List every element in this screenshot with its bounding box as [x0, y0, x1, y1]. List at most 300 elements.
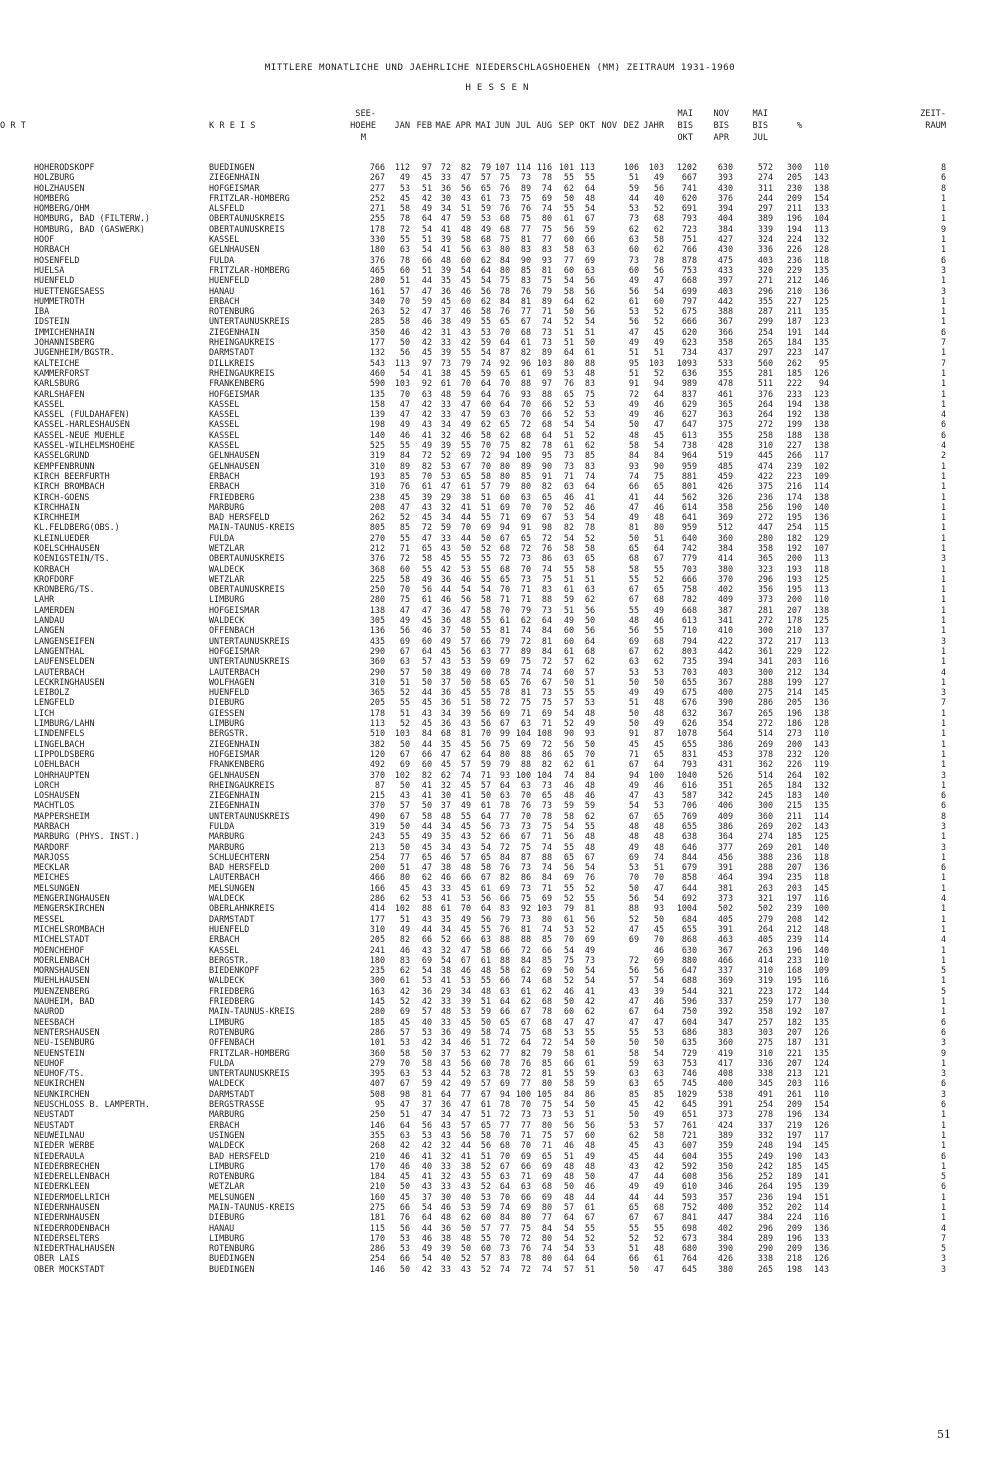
value-cell: 236	[786, 851, 802, 862]
value-cell: 290	[369, 666, 385, 677]
value-cell: 279	[369, 1057, 385, 1068]
value-cell: 128	[813, 244, 829, 255]
value-cell: 213	[786, 1068, 802, 1079]
value-cell: 63	[520, 718, 531, 729]
value-cell: 49	[460, 316, 471, 327]
value-cell: 51	[628, 697, 639, 708]
value-cell: 61	[499, 615, 510, 626]
value-cell: 145	[369, 996, 385, 1007]
value-cell: 80	[499, 748, 510, 759]
value-cell: 66	[499, 893, 510, 904]
col-kreis: K R E I S	[209, 121, 256, 131]
value-cell: 490	[369, 810, 385, 821]
value-cell: 37	[440, 306, 451, 317]
value-cell: 75	[520, 893, 531, 904]
value-cell: 50	[628, 718, 639, 729]
value-cell: 75	[541, 697, 552, 708]
value-cell: 49	[460, 666, 471, 677]
value-cell: 112	[394, 162, 410, 172]
ort-cell: MICHELSTADT	[34, 934, 90, 945]
value-cell: 69	[499, 1078, 510, 1089]
value-cell: 138	[813, 419, 829, 430]
value-cell: 71	[520, 584, 531, 595]
kreis-cell: KASSEL	[209, 944, 240, 955]
value-cell: 93	[628, 460, 639, 471]
value-cell: 38	[440, 367, 451, 378]
value-cell: 232	[786, 748, 802, 759]
value-cell: 49	[421, 203, 432, 214]
value-cell: 55	[584, 172, 595, 183]
value-cell: 73	[520, 172, 531, 183]
value-cell: 75	[653, 470, 664, 481]
value-cell: 52	[480, 1181, 491, 1192]
value-cell: 57	[399, 666, 410, 677]
value-cell: 34	[440, 841, 451, 852]
value-cell: 3	[940, 264, 946, 275]
value-cell: 370	[717, 573, 733, 584]
value-cell: 61	[563, 913, 574, 924]
value-cell: 56	[480, 738, 491, 749]
ort-cell: MENGERINGHAUSEN	[34, 893, 110, 904]
value-cell: 71	[520, 1171, 531, 1182]
value-cell: 57	[480, 481, 491, 492]
kreis-cell: ZIEGENHAIN	[209, 790, 260, 801]
value-cell: 64	[480, 378, 491, 389]
value-cell: 402	[717, 1222, 733, 1233]
kreis-cell: MELSUNGEN	[209, 1191, 255, 1202]
value-cell: 88	[499, 934, 510, 945]
value-cell: 6	[940, 1181, 946, 1192]
value-cell: 1	[940, 954, 946, 965]
value-cell: 54	[440, 954, 451, 965]
ort-cell: HOMBURG, BAD (GASWERK)	[34, 223, 145, 234]
value-cell: 70	[541, 501, 552, 512]
value-cell: 76	[520, 676, 531, 687]
value-cell: 64	[584, 182, 595, 193]
value-cell: 36	[440, 573, 451, 584]
value-cell: 64	[399, 1119, 410, 1130]
value-cell: 64	[541, 429, 552, 440]
value-cell: 310	[369, 676, 385, 687]
value-cell: 62	[584, 1006, 595, 1017]
value-cell: 630	[717, 162, 733, 172]
value-cell: 62	[653, 244, 664, 255]
value-cell: 88	[584, 357, 595, 368]
ort-cell: KASSEL-NEUE MUEHLE	[34, 429, 125, 440]
value-cell: 154	[813, 192, 829, 203]
value-cell: 57	[399, 800, 410, 811]
value-cell: 48	[584, 1140, 595, 1151]
value-cell: 76	[520, 1057, 531, 1068]
value-cell: 88	[541, 388, 552, 399]
value-cell: 94	[628, 769, 639, 780]
value-cell: 703	[681, 666, 697, 677]
value-cell: 48	[563, 1191, 574, 1202]
value-cell: 92	[520, 903, 531, 914]
value-cell: 52	[653, 367, 664, 378]
value-cell: 793	[681, 759, 697, 770]
table-row	[0, 594, 1000, 604]
value-cell: 56	[584, 604, 595, 615]
value-cell: 50	[421, 676, 432, 687]
table-row	[0, 677, 1000, 687]
value-cell: 120	[369, 748, 385, 759]
value-cell: 263	[369, 306, 385, 317]
value-cell: 45	[440, 645, 451, 656]
value-cell: 320	[757, 264, 773, 275]
value-cell: 51	[480, 491, 491, 502]
value-cell: 360	[369, 1047, 385, 1058]
value-cell: 49	[563, 615, 574, 626]
value-cell: 70	[399, 1057, 410, 1068]
value-cell: 71	[520, 707, 531, 718]
value-cell: 56	[628, 965, 639, 976]
value-cell: 1	[940, 1129, 946, 1140]
value-cell: 38	[440, 316, 451, 327]
value-cell: 68	[653, 635, 664, 646]
value-cell: 89	[399, 460, 410, 471]
value-cell: 205	[786, 697, 802, 708]
value-cell: 254	[757, 326, 773, 337]
value-cell: 60	[563, 264, 574, 275]
table-row	[0, 739, 1000, 749]
value-cell: 370	[369, 769, 385, 780]
value-cell: 63	[584, 264, 595, 275]
value-cell: 49	[653, 1109, 664, 1120]
value-cell: 49	[584, 944, 595, 955]
value-cell: 74	[480, 357, 491, 368]
kreis-cell: MAIN-TAUNUS-KREIS	[209, 522, 295, 533]
value-cell: 77	[499, 1047, 510, 1058]
value-cell: 53	[628, 306, 639, 317]
value-cell: 1	[940, 470, 946, 481]
kreis-cell: BIEDENKOPF	[209, 965, 260, 976]
value-cell: 51	[399, 1109, 410, 1120]
value-cell: 62	[440, 769, 451, 780]
value-cell: 1	[940, 728, 946, 739]
value-cell: 377	[717, 841, 733, 852]
value-cell: 384	[717, 542, 733, 553]
value-cell: 56	[653, 264, 664, 275]
value-cell: 54	[563, 1222, 574, 1233]
ort-cell: LINGELBACH	[34, 738, 85, 749]
value-cell: 75	[520, 213, 531, 224]
col-percent: %	[796, 121, 802, 131]
value-cell: 259	[757, 996, 773, 1007]
value-cell: 629	[681, 398, 697, 409]
table-row	[0, 831, 1000, 841]
value-cell: 142	[813, 913, 829, 924]
value-cell: 53	[584, 697, 595, 708]
value-cell: 67	[628, 1006, 639, 1017]
value-cell: 38	[440, 1232, 451, 1243]
value-cell: 100	[515, 769, 531, 780]
value-cell: 465	[369, 264, 385, 275]
value-cell: 38	[460, 491, 471, 502]
value-cell: 245	[757, 790, 773, 801]
value-cell: 70	[653, 872, 664, 883]
value-cell: 85	[399, 470, 410, 481]
value-cell: 70	[399, 584, 410, 595]
value-cell: 48	[653, 1243, 664, 1254]
kreis-cell: FULDA	[209, 532, 235, 543]
value-cell: 52	[480, 831, 491, 842]
value-cell: 626	[681, 718, 697, 729]
value-cell: 53	[628, 862, 639, 873]
value-cell: 84	[584, 769, 595, 780]
value-cell: 46	[563, 779, 574, 790]
table-row	[0, 780, 1000, 790]
value-cell: 58	[563, 244, 574, 255]
ort-cell: MOERLENBACH	[34, 954, 90, 965]
value-cell: 103	[536, 357, 552, 368]
table-row	[0, 1027, 1000, 1037]
value-cell: 99	[499, 728, 510, 739]
value-cell: 69	[541, 192, 552, 203]
value-cell: 43	[440, 1057, 451, 1068]
value-cell: 7	[940, 697, 946, 708]
value-cell: 75	[399, 594, 410, 605]
value-cell: 1	[940, 481, 946, 492]
value-cell: 48	[563, 1171, 574, 1182]
value-cell: 389	[757, 213, 773, 224]
value-cell: 87	[653, 728, 664, 739]
kreis-cell: HUENFELD	[209, 687, 250, 698]
value-cell: 126	[813, 1026, 829, 1037]
value-cell: 48	[440, 388, 451, 399]
value-cell: 47	[460, 409, 471, 420]
table-row	[0, 450, 1000, 460]
value-cell: 1	[940, 1119, 946, 1130]
kreis-cell: RHEINGAUKREIS	[209, 367, 275, 378]
value-cell: 118	[813, 563, 829, 574]
value-cell: 55	[563, 1068, 574, 1079]
value-cell: 50	[399, 1181, 410, 1192]
value-cell: 61	[584, 347, 595, 358]
value-cell: 129	[813, 532, 829, 543]
value-cell: 69	[584, 934, 595, 945]
value-cell: 78	[499, 1068, 510, 1079]
value-cell: 394	[757, 872, 773, 883]
value-cell: 55	[563, 687, 574, 698]
kreis-cell: LAUTERBACH	[209, 872, 260, 883]
value-cell: 58	[421, 1057, 432, 1068]
value-cell: 83	[584, 378, 595, 389]
value-cell: 199	[786, 419, 802, 430]
value-cell: 136	[813, 512, 829, 523]
value-cell: 37	[440, 800, 451, 811]
value-cell: 74	[520, 975, 531, 986]
value-cell: 47	[653, 1016, 664, 1027]
value-cell: 380	[717, 1263, 733, 1274]
value-cell: 41	[421, 1150, 432, 1161]
value-cell: 84	[541, 872, 552, 883]
value-cell: 57	[480, 1078, 491, 1089]
value-cell: 50	[421, 800, 432, 811]
value-cell: 177	[369, 913, 385, 924]
value-cell: 59	[480, 367, 491, 378]
value-cell: 1	[940, 460, 946, 471]
value-cell: 3	[940, 1263, 946, 1274]
value-cell: 394	[717, 203, 733, 214]
value-cell: 49	[628, 398, 639, 409]
value-cell: 34	[440, 707, 451, 718]
value-cell: 90	[563, 728, 574, 739]
value-cell: 1	[940, 563, 946, 574]
value-cell: 50	[628, 882, 639, 893]
value-cell: 69	[480, 522, 491, 533]
kreis-cell: GELNHAUSEN	[209, 460, 260, 471]
value-cell: 270	[369, 532, 385, 543]
value-cell: 878	[681, 254, 697, 265]
value-cell: 51	[584, 676, 595, 687]
value-cell: 148	[813, 923, 829, 934]
value-cell: 375	[717, 419, 733, 430]
value-cell: 53	[563, 923, 574, 934]
ort-cell: MUEHLHAUSEN	[34, 975, 90, 986]
value-cell: 87	[499, 347, 510, 358]
value-cell: 72	[440, 162, 451, 172]
value-cell: 61	[584, 1047, 595, 1058]
value-cell: 57	[480, 1253, 491, 1264]
value-cell: 384	[717, 1232, 733, 1243]
value-cell: 1	[940, 1057, 946, 1068]
value-cell: 387	[717, 604, 733, 615]
value-cell: 62	[584, 440, 595, 451]
table-row	[0, 419, 1000, 429]
value-cell: 62	[628, 1129, 639, 1140]
value-cell: 668	[681, 604, 697, 615]
value-cell: 69	[628, 934, 639, 945]
value-cell: 55	[563, 882, 574, 893]
ort-cell: JOHANNISBERG	[34, 337, 95, 348]
value-cell: 51	[480, 1037, 491, 1048]
value-cell: 280	[369, 275, 385, 286]
value-cell: 77	[460, 1088, 471, 1099]
col-month: OKT	[579, 121, 595, 131]
value-cell: 89	[541, 347, 552, 358]
kreis-cell: WETZLAR	[209, 573, 245, 584]
value-cell: 59	[480, 656, 491, 667]
value-cell: 54	[460, 264, 471, 275]
value-cell: 49	[440, 635, 451, 646]
value-cell: 87	[520, 851, 531, 862]
kreis-cell: ROTENBURG	[209, 306, 255, 317]
value-cell: 61	[421, 481, 432, 492]
value-cell: 562	[681, 491, 697, 502]
value-cell: 38	[440, 965, 451, 976]
value-cell: 1	[940, 306, 946, 317]
value-cell: 63	[653, 1057, 664, 1068]
value-cell: 182	[786, 1016, 802, 1027]
value-cell: 95	[541, 450, 552, 461]
value-cell: 831	[681, 748, 697, 759]
value-cell: 56	[399, 1222, 410, 1233]
value-cell: 646	[681, 841, 697, 852]
value-cell: 59	[460, 213, 471, 224]
value-cell: 360	[717, 1037, 733, 1048]
value-cell: 226	[786, 244, 802, 255]
value-cell: 36	[440, 182, 451, 193]
value-cell: 42	[653, 1099, 664, 1110]
value-cell: 43	[440, 656, 451, 667]
ort-cell: LIPPOLDSBERG	[34, 748, 95, 759]
value-cell: 211	[786, 306, 802, 317]
value-cell: 115	[369, 1222, 385, 1233]
value-cell: 71	[541, 1140, 552, 1151]
value-cell: 180	[369, 244, 385, 255]
value-cell: 63	[480, 1068, 491, 1079]
value-cell: 68	[499, 213, 510, 224]
value-cell: 3	[940, 1068, 946, 1079]
value-cell: 63	[480, 934, 491, 945]
value-cell: 47	[653, 419, 664, 430]
kreis-cell: UNTERTAUNUSKREIS	[209, 1068, 290, 1079]
value-cell: 50	[584, 337, 595, 348]
value-cell: 52	[584, 532, 595, 543]
value-cell: 52	[584, 923, 595, 934]
value-cell: 43	[460, 326, 471, 337]
kreis-cell: ROTENBURG	[209, 1243, 255, 1254]
value-cell: 212	[786, 923, 802, 934]
value-cell: 41	[421, 779, 432, 790]
value-cell: 405	[757, 934, 773, 945]
table-row	[0, 955, 1000, 965]
value-cell: 604	[681, 1016, 697, 1027]
value-cell: 680	[681, 1243, 697, 1254]
value-cell: 82	[421, 460, 432, 471]
value-cell: 1	[940, 738, 946, 749]
value-cell: 193	[786, 563, 802, 574]
value-cell: 103	[394, 728, 410, 739]
value-cell: 211	[786, 203, 802, 214]
table-row	[0, 337, 1000, 347]
value-cell: 1	[940, 378, 946, 389]
value-cell: 9	[940, 223, 946, 234]
value-cell: 55	[628, 573, 639, 584]
value-cell: 779	[681, 553, 697, 564]
value-cell: 4	[940, 440, 946, 451]
value-cell: 83	[399, 954, 410, 965]
value-cell: 57	[480, 779, 491, 790]
value-cell: 39	[440, 234, 451, 245]
value-cell: 116	[536, 162, 552, 172]
value-cell: 51	[421, 264, 432, 275]
value-cell: 48	[653, 707, 664, 718]
value-cell: 61	[480, 800, 491, 811]
value-cell: 265	[757, 707, 773, 718]
ort-cell: KIRCH BROMBACH	[34, 481, 105, 492]
value-cell: 75	[499, 275, 510, 286]
value-cell: 233	[786, 954, 802, 965]
value-cell: 224	[786, 1212, 802, 1223]
value-cell: 376	[369, 553, 385, 564]
value-cell: 75	[584, 388, 595, 399]
value-cell: 323	[757, 563, 773, 574]
value-cell: 100	[648, 769, 664, 780]
value-cell: 74	[541, 666, 552, 677]
value-cell: 1	[940, 1201, 946, 1212]
value-cell: 46	[653, 409, 664, 420]
value-cell: 445	[757, 450, 773, 461]
table-row	[0, 1048, 1000, 1058]
value-cell: 388	[757, 851, 773, 862]
value-cell: 57	[563, 1263, 574, 1274]
value-cell: 43	[460, 841, 471, 852]
value-cell: 72	[541, 1037, 552, 1048]
ort-cell: LENGFELD	[34, 697, 75, 708]
value-cell: 78	[399, 213, 410, 224]
